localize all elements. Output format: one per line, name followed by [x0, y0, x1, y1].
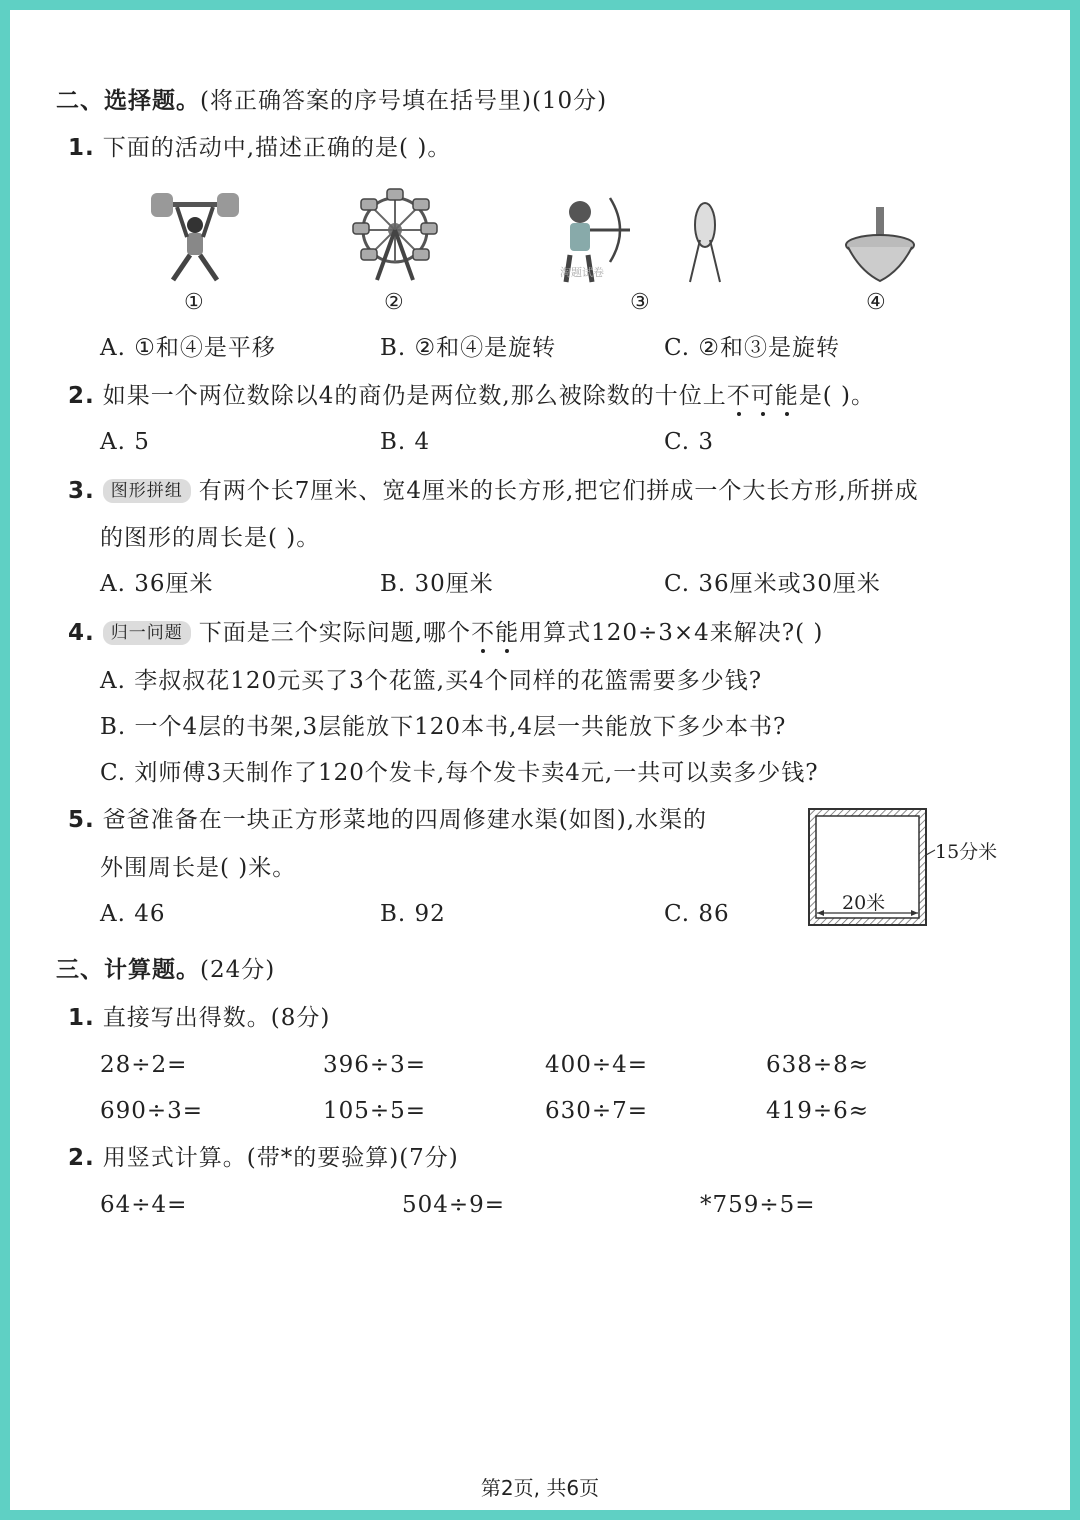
tag-badge: 归一问题 [103, 621, 191, 645]
question-5: 5. 爸爸准备在一块正方形菜地的四周修建水渠(如图),水渠的 [68, 807, 708, 833]
q4-option-c: C. 刘师傅3天制作了120个发卡,每个发卡卖4元,一共可以卖多少钱? [100, 760, 819, 786]
calc-item: 105÷5= [323, 1098, 427, 1124]
q2-option-c: C. 3 [664, 429, 715, 455]
watermark-text: 淘题试卷 [560, 266, 604, 279]
section-2-heading: 二、选择题。(将正确答案的序号填在括号里)(10分) [56, 88, 608, 114]
canal-diagram [805, 805, 1015, 930]
q1-option-c: C. ②和③是旋转 [664, 335, 841, 361]
q5-option-b: B. 92 [380, 901, 446, 927]
q3-option-c: C. 36厘米或30厘米 [664, 571, 881, 597]
calc-item: 419÷6≈ [766, 1098, 870, 1124]
question-4: 4. 归一问题 下面是三个实际问题,哪个不能用算式120÷3×4来解决?( ) [68, 620, 824, 646]
q5-option-a: A. 46 [100, 901, 166, 927]
page-footer: 第2页, 共6页 [480, 1476, 600, 1500]
vertical-calc-item: 64÷4= [100, 1192, 188, 1218]
calc-item: 630÷7= [545, 1098, 649, 1124]
caption-4: ④ [866, 290, 886, 315]
q5-option-c: C. 86 [664, 901, 730, 927]
calc-item: 28÷2= [100, 1052, 188, 1078]
calc-item: 638÷8≈ [766, 1052, 870, 1078]
question-5-line2: 外围周长是( )米。 [100, 855, 297, 881]
q2-option-b: B. 4 [380, 429, 431, 455]
q1-option-b: B. ②和④是旋转 [380, 335, 557, 361]
question-2: 2. 如果一个两位数除以4的商仍是两位数,那么被除数的十位上不可能是( )。 [68, 383, 875, 409]
caption-3: ③ [630, 290, 650, 315]
q3-option-b: B. 30厘米 [380, 571, 494, 597]
caption-2: ② [384, 290, 404, 315]
q3-option-a: A. 36厘米 [100, 571, 214, 597]
ferris-wheel-icon [345, 185, 445, 285]
tag-badge: 图形拼组 [103, 479, 191, 503]
caption-1: ① [184, 290, 204, 315]
weightlifter-icon [145, 185, 245, 290]
calc-item: 396÷3= [323, 1052, 427, 1078]
calc-item: 690÷3= [100, 1098, 204, 1124]
q2-option-a: A. 5 [100, 429, 150, 455]
q4-option-a: A. 李叔叔花120元买了3个花篮,买4个同样的花篮需要多少钱? [100, 668, 763, 694]
calc-question-2: 2. 用竖式计算。(带*的要验算)(7分) [68, 1145, 459, 1171]
inner-side-label: 20米 [842, 892, 886, 914]
archer-icon [550, 190, 735, 285]
question-3-line2: 的图形的周长是( )。 [100, 525, 321, 551]
question-1: 1. 下面的活动中,描述正确的是( )。 [68, 135, 452, 161]
section-3-heading: 三、计算题。(24分) [56, 957, 276, 983]
vertical-calc-item: 504÷9= [402, 1192, 506, 1218]
question-3: 3. 图形拼组 有两个长7厘米、宽4厘米的长方形,把它们拼成一个大长方形,所拼成 [68, 478, 919, 504]
q4-option-b: B. 一个4层的书架,3层能放下120本书,4层一共能放下多少本书? [100, 714, 787, 740]
vertical-calc-item: *759÷5= [700, 1192, 816, 1218]
calc-question-1: 1. 直接写出得数。(8分) [68, 1005, 331, 1031]
spinning-top-icon [840, 205, 920, 285]
calc-item: 400÷4= [545, 1052, 649, 1078]
canal-width-label: 15分米 [935, 841, 998, 863]
q1-option-a: A. ①和④是平移 [100, 335, 276, 361]
